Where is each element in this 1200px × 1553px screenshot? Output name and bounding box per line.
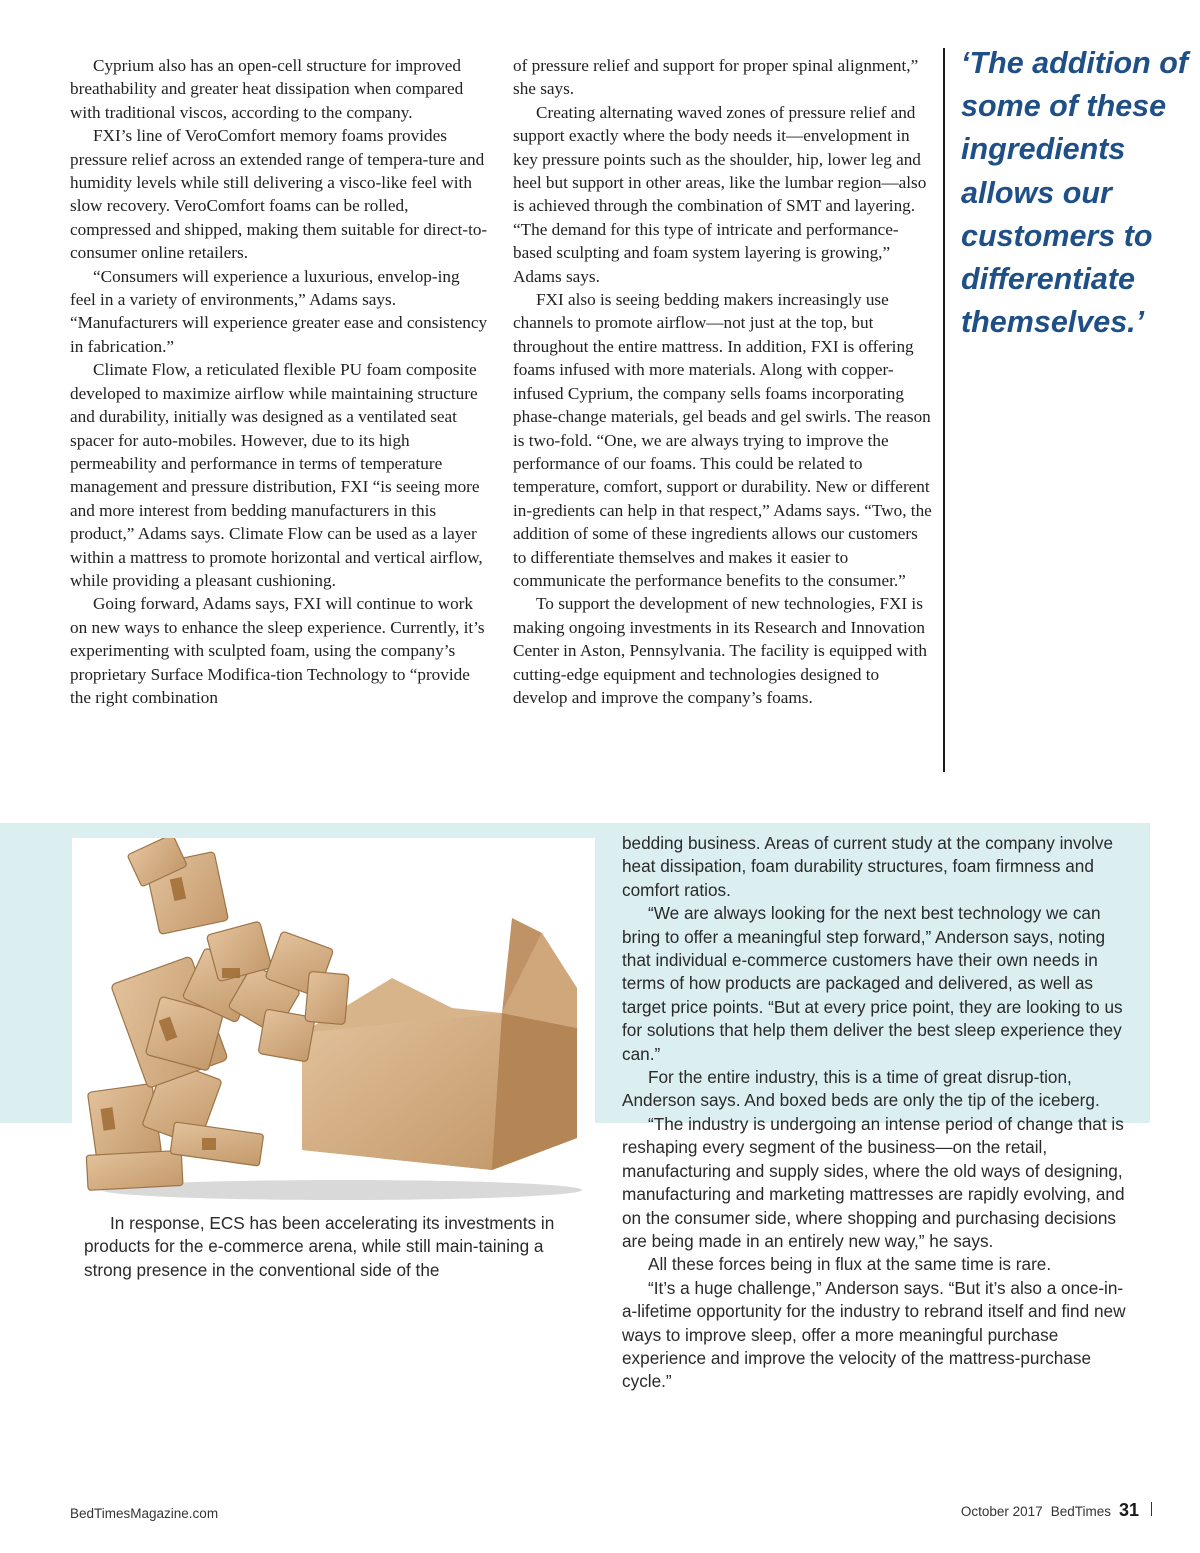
footer-issue-date: October 2017 <box>960 1504 1043 1519</box>
page-number: 31 <box>1118 1500 1139 1520</box>
sidebar-paragraph: “It’s a huge challenge,” Anderson says. “But it’s also a once-in-a-lifetime opportunity for the industry to rebrand itself and find new ways to improve sleep, offer a more meaningful purchase experience and improve the velocity of the mattress-purchase cycle.” <box>622 1277 1126 1392</box>
sidebar-paragraph-continued: bedding business. Areas of current study at the company involve heat dissipation, foam durability structures, foam firmness and comfort ratios. <box>622 833 1114 900</box>
cardboard-figure-photo <box>72 838 595 1208</box>
sidebar-paragraph: For the entire industry, this is a time of great disrup-tion, Anderson says. And boxed beds are only the tip of the iceberg. <box>622 1067 1100 1111</box>
article-paragraph: “Consumers will experience a luxurious, envelop-ing feel in a variety of environments,” Adams says. “Manufacturers will experience greater ease and consistency in fabrication.” <box>70 266 488 356</box>
sidebar-paragraph: In response, ECS has been accelerating its investments in products for the e-commerce arena, while still main-taining a strong presence in the conventional side of the <box>84 1213 555 1280</box>
article-paragraph: FXI’s line of VeroComfort memory foams provides pressure relief across an extended range of tempera-ture and humidity levels while still delivering a visco-like feel with slow recovery. VeroComfort foams can be rolled, compressed and shipped, making them suitable for direct-to-consumer online retailers. <box>70 126 488 263</box>
article-paragraph: FXI also is seeing bedding makers increasingly use channels to promote airflow—not just at the top, but throughout the entire mattress. In addition, FXI is offering foams infused with more materials. Along with copper-infused Cyprium, the company sells foams incorporating phase-change materials, gel beads and gel swirls. The reason is two-fold. “One, we are always trying to improve the performance of our foams. This could be related to temperature, comfort, support or durability. New or different in-gredients can help in that respect,” Adams says. “Two, the addition of some of these ingredients allows our customers to differentiate themselves and makes it easier to communicate the performance benefits to the consumer.” <box>513 290 932 590</box>
sidebar-column-1 <box>84 1212 584 1282</box>
footer-website: BedTimesMagazine.com <box>70 1506 219 1521</box>
sidebar-paragraph: All these forces being in flux at the same time is rare. <box>648 1254 1052 1275</box>
article-paragraph: Cyprium also has an open-cell structure for improved breathability and greater heat dissipation when compared with traditional viscos, according to the company. <box>70 56 464 122</box>
article-paragraph: Creating alternating waved zones of pressure relief and support exactly where the body needs it—envelopment in key pressure points such as the shoulder, hip, lower leg and heel but support in other areas, like the lumbar region—also is achieved through the combination of SMT and layering. “The demand for this type of intricate and performance-based sculpting and foam system layering is growing,” Adams says. <box>513 102 927 286</box>
footer-folio <box>961 1500 1152 1521</box>
article-paragraph: To support the development of new technologies, FXI is making ongoing investments in its Research and Innovation Center in Aston, Pennsylvania. The facility is equipped with cutting-edge equipment and technologies designed to develop and improve the company’s foams. <box>513 594 928 707</box>
article-paragraph: Climate Flow, a reticulated flexible PU foam composite developed to maximize airflow while maintaining structure and durability, initially was designed as a ventilated seat spacer for auto-mobiles. However, due to its high permeability and performance in terms of temperature management and pressure distribution, FXI “is seeing more and more interest from bedding manufacturers in this product,” Adams says. Climate Flow can be used as a layer within a mattress to promote horizontal and vertical airflow, while providing a pleasant cushioning. <box>70 360 483 590</box>
article-column-2 <box>513 54 933 709</box>
pullquote-rule <box>943 48 945 772</box>
sidebar-paragraph: “We are always looking for the next best technology we can bring to offer a meaningful step forward,” Anderson says, noting that individual e-commerce customers have their own needs in terms of how products are packaged and delivered, as well as target price points. “But at every price point, they are looking to us for solutions that help them deliver the best sleep experience they can.” <box>622 903 1123 1064</box>
sidebar-column-2 <box>622 832 1137 1394</box>
cardboard-figure-illustration <box>72 838 595 1208</box>
article-paragraph: Going forward, Adams says, FXI will continue to work on new ways to enhance the sleep experience. Currently, it’s experimenting with sculpted foam, using the company’s proprietary Surface Modifica-tion Technology to “provide the right combination <box>70 594 485 707</box>
footer-magazine-name: BedTimes <box>1050 1504 1111 1519</box>
sidebar-paragraph: “The industry is undergoing an intense period of change that is reshaping every segment of the business—on the retail, manufacturing and supply sides, where the old ways of designing, manufacturing and marketing mattresses are rapidly evolving, and on the consumer side, where shopping and purchasing decisions are being made in an entirely new way,” he says. <box>622 1113 1125 1251</box>
article-column-1 <box>70 54 488 709</box>
footer-divider <box>1151 1502 1152 1516</box>
article-paragraph-continued: of pressure relief and support for proper spinal alignment,” she says. <box>513 56 919 99</box>
pullquote: ‘The addition of some of these ingredients allows our customers to differentiate themselves.’ <box>961 46 1189 340</box>
